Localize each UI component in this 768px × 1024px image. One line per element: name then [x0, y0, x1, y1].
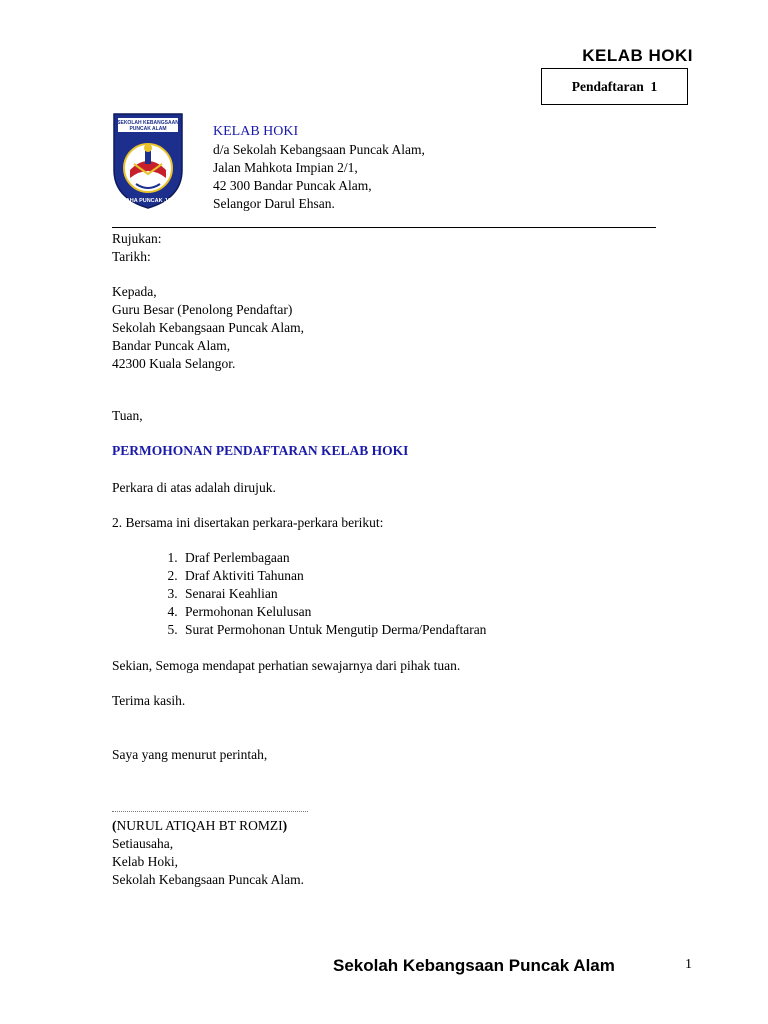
recipient-line: Guru Besar (Penolong Pendaftar) — [112, 302, 293, 317]
footer-school-name: Sekolah Kebangsaan Puncak Alam — [333, 956, 615, 975]
svg-text:USAHA PUNCAK JAYA: USAHA PUNCAK JAYA — [118, 198, 178, 204]
page-number: 1 — [685, 957, 692, 972]
date-label: Tarikh: — [112, 249, 151, 264]
recipient-line: Sekolah Kebangsaan Puncak Alam, — [112, 320, 304, 335]
reference-block — [112, 230, 162, 266]
attachment-list — [156, 549, 486, 639]
letterhead-address-line: d/a Sekolah Kebangsaan Puncak Alam, — [213, 142, 425, 157]
recipient-line: Kepada, — [112, 284, 157, 299]
signatory-title: Setiausaha, — [112, 836, 174, 851]
letterhead-club-name: KELAB HOKI — [213, 124, 299, 139]
letterhead-address-line: Selangor Darul Ehsan. — [213, 196, 335, 211]
school-crest-icon — [112, 112, 184, 210]
letterhead — [213, 123, 425, 213]
signature-block — [112, 817, 304, 889]
body-paragraph: Perkara di atas adalah dirujuk. — [112, 480, 276, 495]
list-item: 1. Draf Perlembagaan — [181, 549, 486, 567]
recipient-line: Bandar Puncak Alam, — [112, 338, 231, 353]
svg-text:SEKOLAH KEBANGSAAN: SEKOLAH KEBANGSAAN — [117, 120, 179, 126]
signatory-name-text: NURUL ATIQAH BT ROMZI — [116, 818, 283, 833]
list-item: 4. Permohonan Kelulusan — [181, 603, 486, 621]
recipient-block — [112, 283, 304, 373]
salutation: Tuan, — [112, 408, 143, 423]
list-item: 2. Draf Aktiviti Tahunan — [181, 567, 486, 585]
body-paragraph: Terima kasih. — [112, 693, 186, 708]
body-paragraph: Sekian, Semoga mendapat perhatian sewajarnya dari pihak tuan. — [112, 658, 461, 673]
document-header-title: KELAB HOKI — [582, 46, 693, 65]
signatory-name: (NURUL ATIQAH BT ROMZI) — [112, 818, 288, 833]
signature-line — [112, 811, 308, 812]
svg-text:PUNCAK ALAM: PUNCAK ALAM — [129, 126, 167, 132]
list-item: 5. Surat Permohonan Untuk Mengutip Derma/Pendaftaran — [181, 621, 486, 639]
list-item: 3. Senarai Keahlian — [181, 585, 486, 603]
signatory-title: Kelab Hoki, — [112, 854, 178, 869]
closing-line: Saya yang menurut perintah, — [112, 747, 268, 762]
registration-box — [541, 68, 688, 105]
letterhead-address-line: 42 300 Bandar Puncak Alam, — [213, 178, 372, 193]
body-paragraph: 2. Bersama ini disertakan perkara-perkara berikut: — [112, 515, 384, 530]
letterhead-divider — [112, 227, 656, 228]
signatory-title: Sekolah Kebangsaan Puncak Alam. — [112, 872, 304, 887]
letterhead-address-line: Jalan Mahkota Impian 2/1, — [213, 160, 358, 175]
recipient-line: 42300 Kuala Selangor. — [112, 356, 236, 371]
registration-label: Pendaftaran 1 — [571, 78, 658, 94]
letter-subject: PERMOHONAN PENDAFTARAN KELAB HOKI — [112, 443, 409, 458]
reference-label: Rujukan: — [112, 231, 162, 246]
